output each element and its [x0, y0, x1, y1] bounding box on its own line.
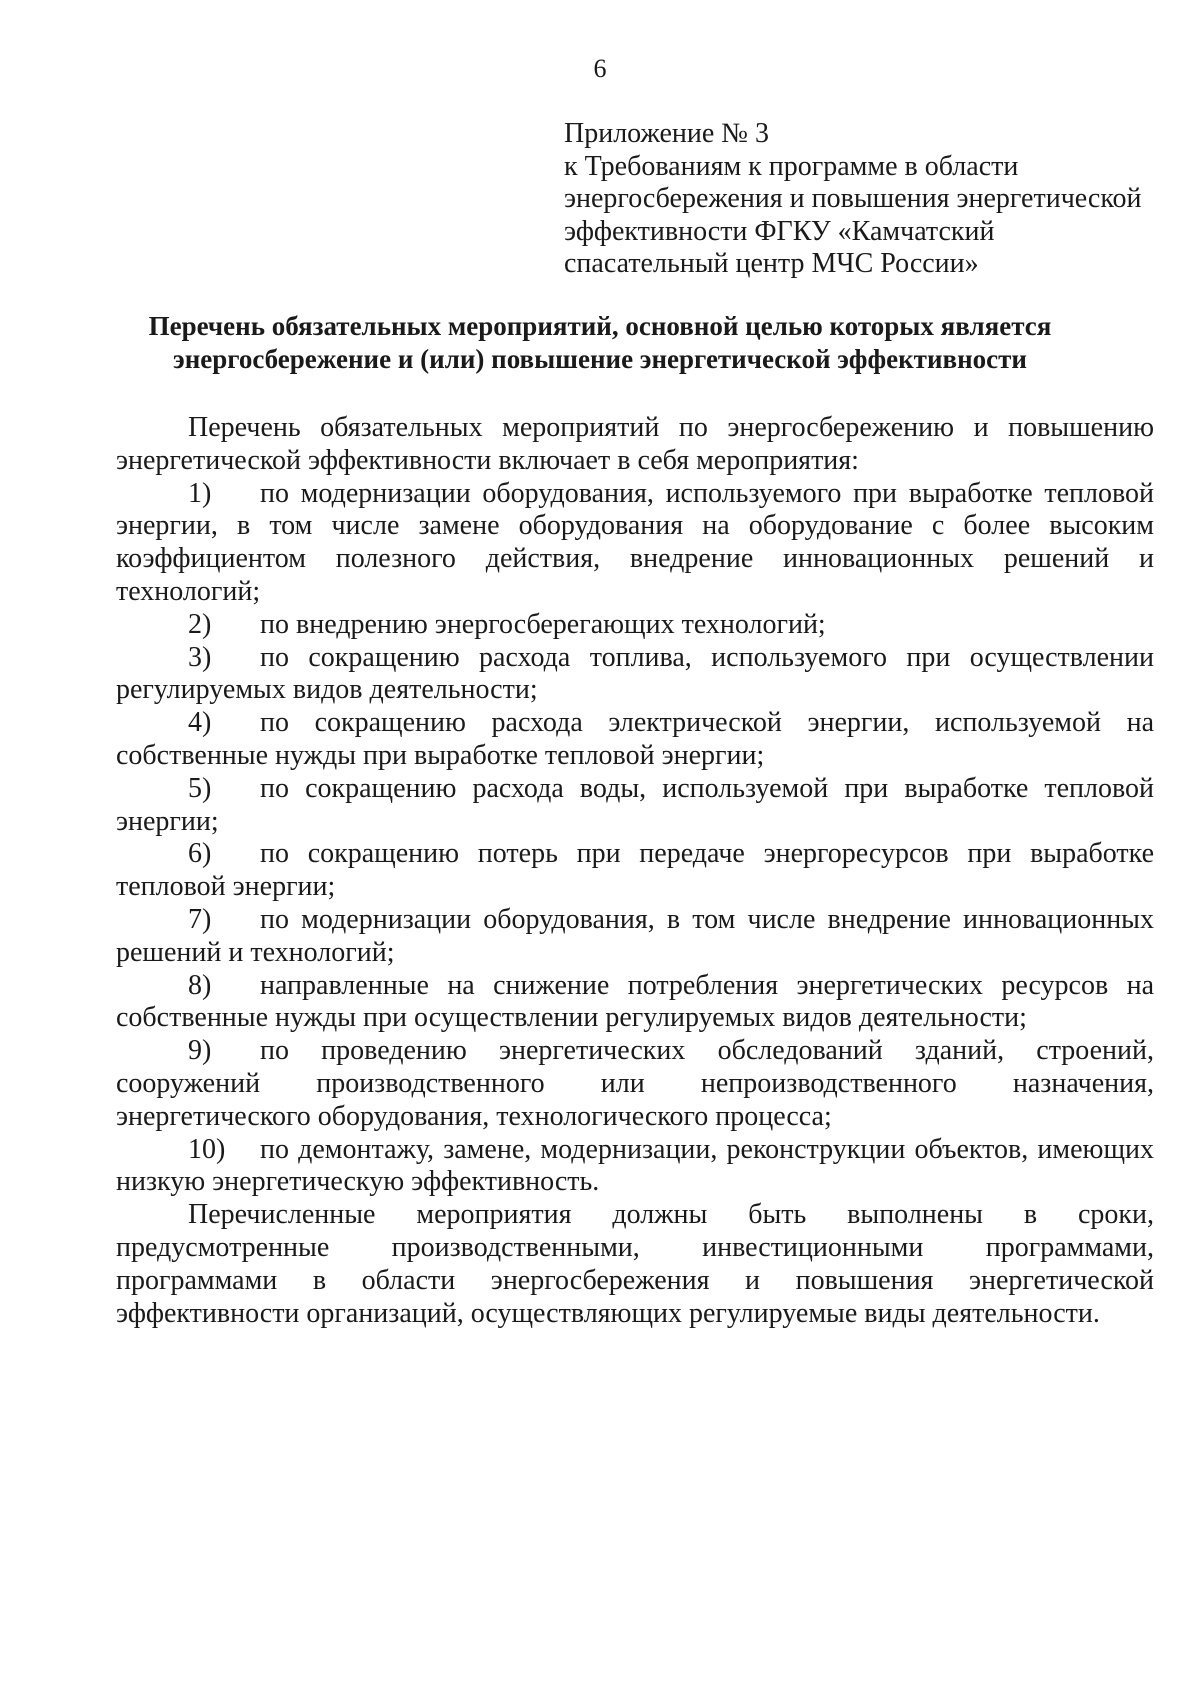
document-body	[116, 412, 1154, 1330]
list-item	[116, 773, 1154, 839]
appendix-line: к Требованиям к программе в области	[564, 150, 1019, 182]
item-number: 10)	[188, 1133, 226, 1165]
list-item	[116, 904, 1154, 970]
item-number: 8)	[188, 969, 212, 1001]
appendix-line: эффективности ФГКУ «Камчатский	[564, 215, 995, 247]
item-text: по модернизации оборудования, используемого при выработке тепловой энергии, в том числе замене оборудования на оборудование с более высоким коэффициентом полезного действия, внедрение инновационных решений и технологий;	[116, 477, 1154, 607]
item-number: 9)	[188, 1035, 212, 1067]
item-number: 3)	[188, 641, 212, 673]
item-number: 7)	[188, 903, 212, 935]
title-line: Перечень обязательных мероприятий, основной целью которых является	[148, 311, 1052, 341]
item-number: 4)	[188, 707, 212, 739]
document-title	[100, 310, 1100, 376]
list-item	[116, 1134, 1154, 1200]
item-text: по сокращению потерь при передаче энергоресурсов при выработке тепловой энергии;	[116, 838, 1154, 903]
item-text: направленные на снижение потребления энергетических ресурсов на собственные нужды при осуществлении регулируемых видов деятельности;	[116, 969, 1154, 1034]
intro-paragraph: Перечень обязательных мероприятий по энергосбережению и повышению энергетической эффективности включает в себя мероприятия:	[116, 412, 1154, 476]
item-text: по проведению энергетических обследований зданий, строений, сооружений производственного или непроизводственного назначения, энергетического оборудования, технологического процесса;	[116, 1035, 1154, 1132]
list-item	[116, 707, 1154, 773]
item-text: по сокращению расхода электрической энергии, используемой на собственные нужды при выработке тепловой энергии;	[116, 707, 1154, 771]
item-text: по модернизации оборудования, в том числе внедрение инновационных решений и технологий;	[116, 903, 1154, 968]
item-text: по сокращению расхода воды, используемой при выработке тепловой энергии;	[116, 772, 1154, 837]
closing-paragraph: Перечисленные мероприятия должны быть выполнены в сроки, предусмотренные производственными, инвестиционными программами, программами в области энергосбережения и повышения энергетической эффективности организаций, осуществляющих регулируемые виды деятельности.	[116, 1199, 1154, 1329]
page-number: 6	[593, 54, 607, 83]
item-number: 5)	[188, 772, 212, 804]
list-item	[116, 642, 1154, 708]
item-number: 2)	[188, 608, 212, 640]
item-number: 6)	[188, 838, 212, 870]
list-item	[116, 478, 1154, 609]
appendix-line: Приложение № 3	[564, 118, 769, 149]
item-text: по сокращению расхода топлива, используемого при осуществлении регулируемых видов деятельности;	[116, 641, 1154, 706]
item-number: 1)	[188, 477, 212, 509]
list-item	[116, 838, 1154, 904]
list-item	[116, 609, 1154, 642]
appendix-line: спасательный центр МЧС России»	[564, 248, 979, 279]
appendix-line: энергосбережения и повышения энергетической	[564, 183, 1142, 214]
list-item	[116, 970, 1154, 1036]
item-text: по демонтажу, замене, модернизации, реконструкции объектов, имеющих низкую энергетическую эффективность.	[116, 1133, 1154, 1198]
list-item	[116, 1035, 1154, 1133]
title-line: энергосбережение и (или) повышение энергетической эффективности	[173, 344, 1027, 374]
item-text: по внедрению энергосберегающих технологий;	[260, 608, 826, 640]
appendix-header	[564, 118, 1164, 281]
